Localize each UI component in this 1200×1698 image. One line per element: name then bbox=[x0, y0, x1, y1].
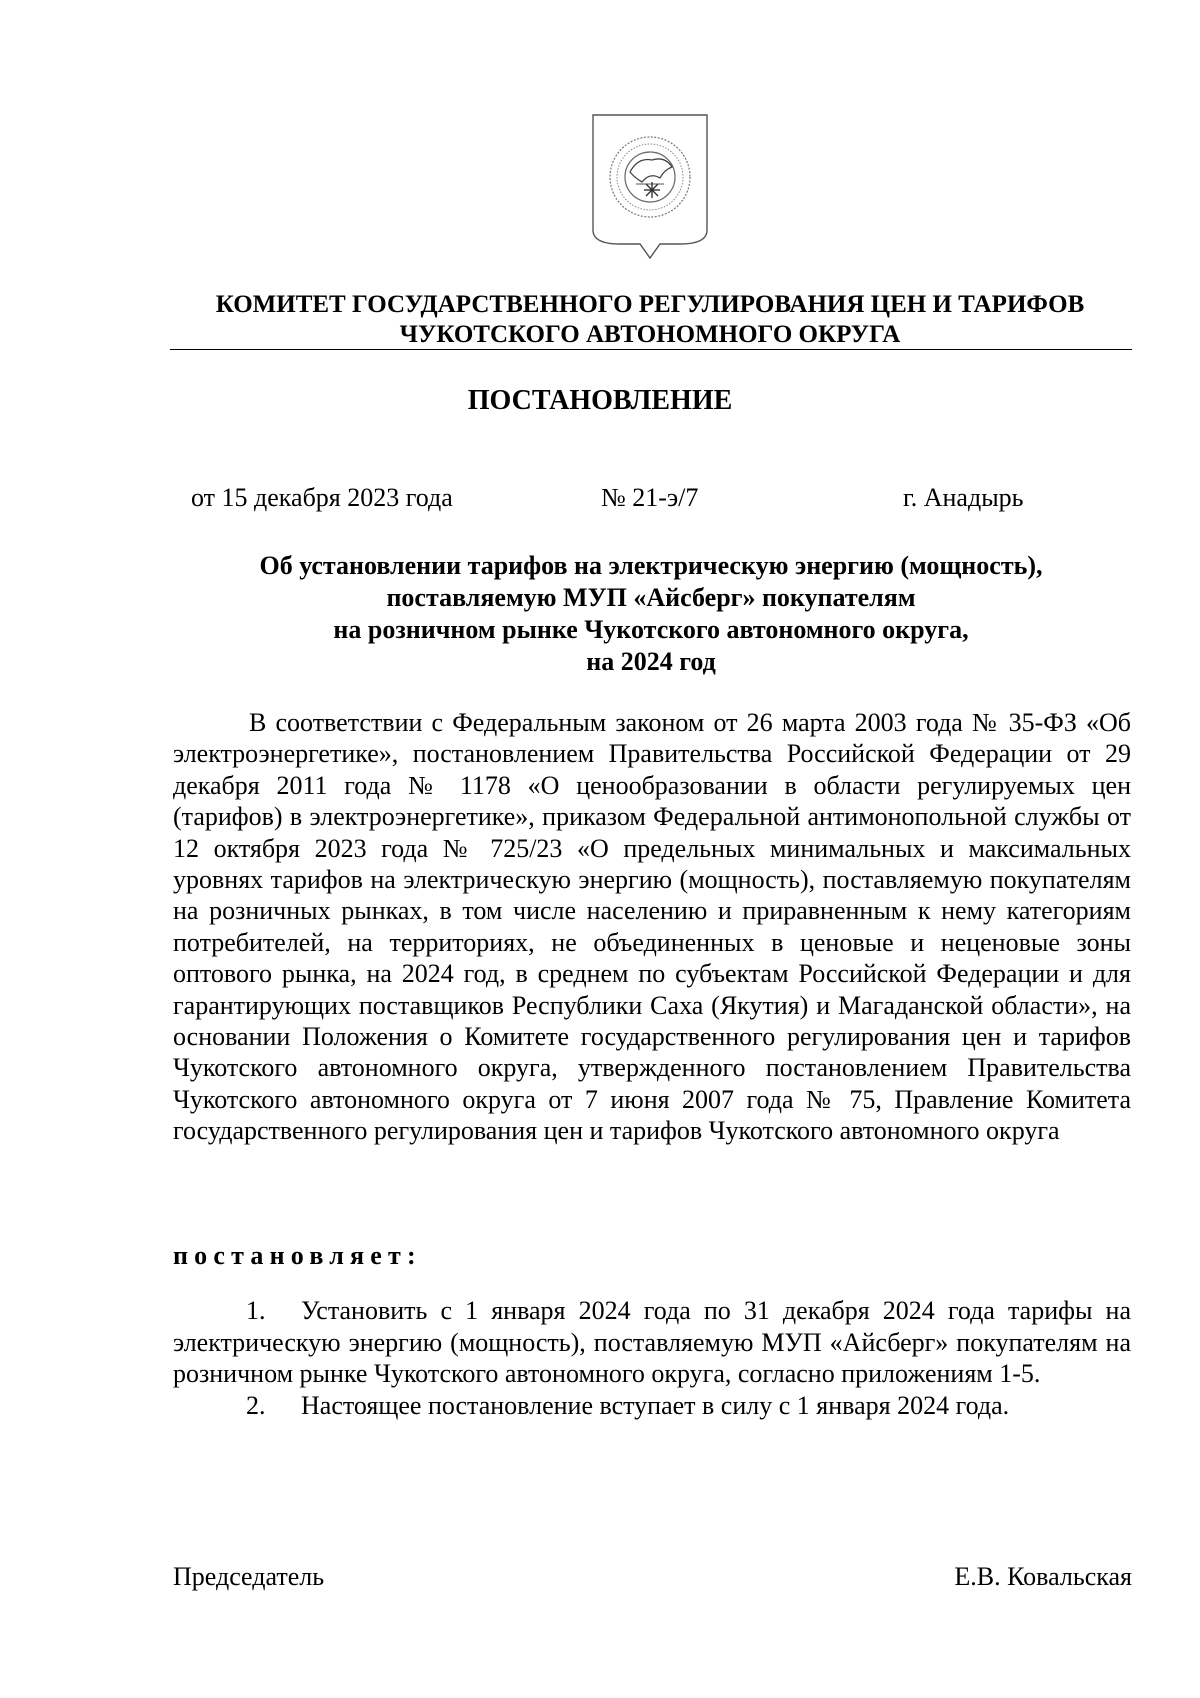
signatory-position: Председатель bbox=[173, 1562, 325, 1591]
item-number: 1. bbox=[246, 1296, 266, 1325]
preamble-text: В соответствии с Федеральным законом от 26 марта 2003 года № 35-ФЗ «Об электроэнергетике», постановлением Правительства Российской Федерации от 29 декабря 2011 года № 1178 «О ценообразовании в области регулируемых цен (тарифов) в электроэнергетике», приказом Федеральной антимонопольной службы от 12 октября 2023 года № 725/23 «О предельных минимальных и максимальных уровнях тарифов на электрическую энергию (мощность), поставляемую покупателям на розничных рынках, в том числе населению и приравненным к нему категориям потребителей, на территориях, не объединенных в ценовые и неценовые зоны оптового рынка, на 2024 год, в среднем по субъектам Российской Федерации и для гарантирующих поставщиков Республики Саха (Якутия) и Магаданской области», на основании Положения о Комитете государственного регулирования цен и тарифов Чукотского автономного округа, утвержденного постановлением Правительства Чукотского автономного округа от 7 июня 2007 года № 75, Правление Комитета государственного регулирования цен и тарифов Чукотского автономного округа bbox=[173, 708, 1131, 1146]
preamble bbox=[173, 707, 1131, 1147]
resolution-item bbox=[173, 1390, 1131, 1422]
header-divider bbox=[170, 349, 1132, 350]
document-number: № 21-э/7 bbox=[601, 483, 699, 512]
item-text: Установить с 1 января 2024 года по 31 декабря 2024 года тарифы на электрическую энергию (мощность), поставляемую МУП «Айсберг» покупателям на розничном рынке Чукотского автономного округа, согласно приложениям 1-5. bbox=[173, 1296, 1131, 1388]
title-line: на 2024 год bbox=[586, 647, 716, 676]
signatory-name: Е.В. Ковальская bbox=[954, 1562, 1132, 1591]
document-title bbox=[170, 550, 1132, 678]
resolution-items bbox=[173, 1295, 1131, 1421]
coat-of-arms-emblem bbox=[590, 112, 710, 264]
decree-word: постановляет: bbox=[173, 1241, 422, 1270]
document-city: г. Анадырь bbox=[903, 483, 1024, 512]
item-number: 2. bbox=[246, 1390, 266, 1420]
item-text: Настоящее постановление вступает в силу с 1 января 2024 года. bbox=[301, 1390, 1010, 1420]
org-name-line2: ЧУКОТСКОГО АВТОНОМНОГО ОКРУГА bbox=[399, 321, 901, 348]
resolution-item bbox=[173, 1295, 1131, 1390]
document-type: ПОСТАНОВЛЕНИЕ bbox=[467, 385, 733, 416]
document-date: от 15 декабря 2023 года bbox=[191, 483, 453, 512]
title-line: на розничном рынке Чукотского автономного округа, bbox=[333, 615, 969, 644]
org-name-line1: КОМИТЕТ ГОСУДАРСТВЕННОГО РЕГУЛИРОВАНИЯ ЦЕН И ТАРИФОВ bbox=[215, 291, 1085, 318]
title-line: Об установлении тарифов на электрическую энергию (мощность), bbox=[259, 551, 1043, 580]
title-line: поставляемую МУП «Айсберг» покупателям bbox=[386, 583, 916, 612]
